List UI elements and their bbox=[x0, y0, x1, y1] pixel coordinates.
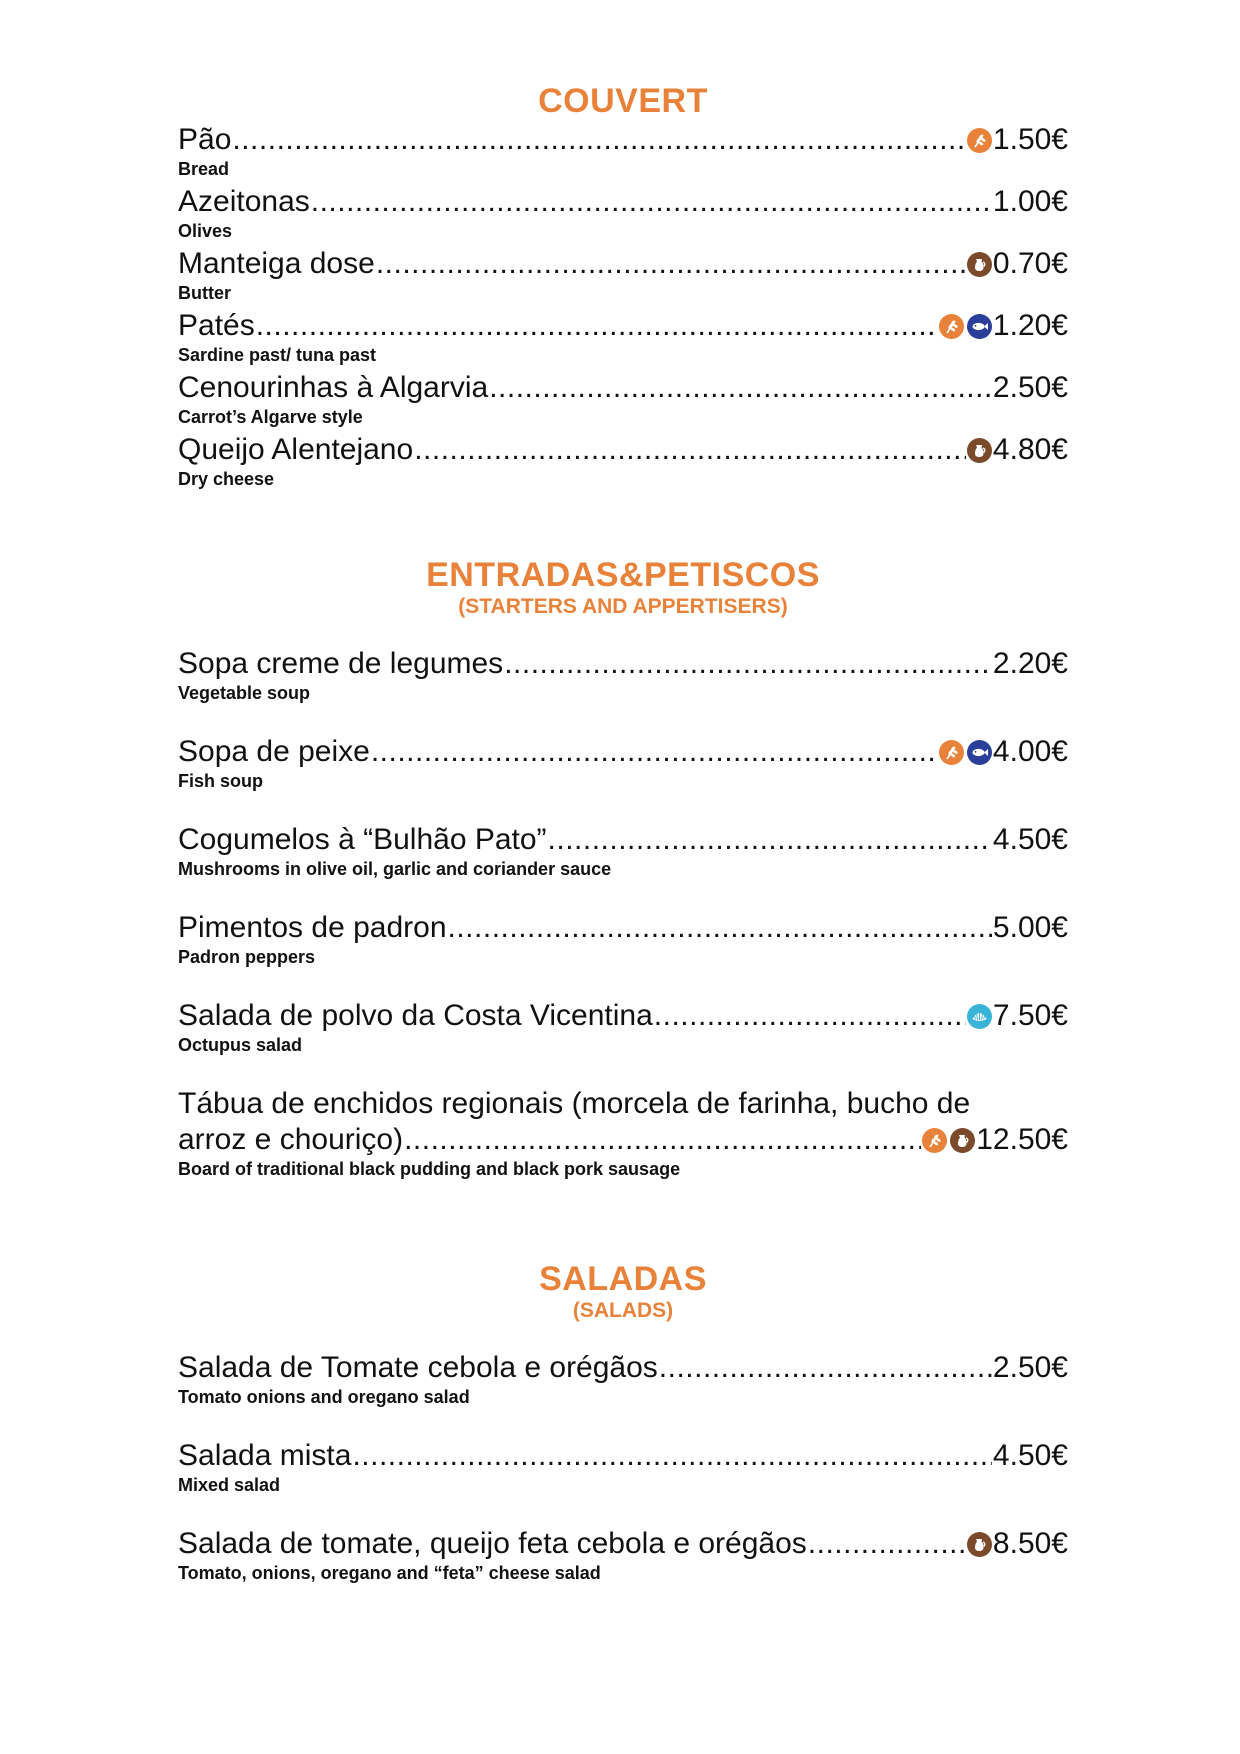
menu-item bbox=[178, 998, 1068, 1056]
item-price: 4.80€ bbox=[992, 433, 1068, 466]
item-description: Tomato, onions, oregano and “feta” cheese salad bbox=[178, 1563, 601, 1583]
menu-items-list bbox=[178, 646, 1068, 1180]
menu-item bbox=[178, 184, 1068, 242]
menu-item bbox=[178, 1086, 1068, 1180]
item-price: 1.50€ bbox=[992, 123, 1068, 156]
menu-item bbox=[178, 1438, 1068, 1496]
item-name: Pão bbox=[178, 123, 232, 156]
item-price: 8.50€ bbox=[992, 1527, 1068, 1560]
section-subtitle: (STARTERS AND APPERTISERS) bbox=[458, 595, 788, 618]
item-description: Carrot’s Algarve style bbox=[178, 407, 363, 427]
dot-leader bbox=[371, 734, 938, 770]
item-price: 12.50€ bbox=[976, 1123, 1068, 1156]
item-line bbox=[178, 1350, 1068, 1386]
item-line bbox=[178, 646, 1068, 682]
dot-leader bbox=[414, 432, 966, 468]
menu-item bbox=[178, 122, 1068, 180]
item-line bbox=[178, 910, 1068, 946]
item-line bbox=[178, 432, 1068, 468]
item-description: Board of traditional black pudding and black pork sausage bbox=[178, 1159, 681, 1179]
item-line bbox=[178, 184, 1068, 220]
item-price: 4.00€ bbox=[992, 735, 1068, 768]
item-name: Queijo Alentejano bbox=[178, 433, 414, 466]
item-name: Manteiga dose bbox=[178, 247, 375, 280]
item-line bbox=[178, 122, 1068, 158]
milk-jug-icon bbox=[967, 252, 992, 277]
wheat-icon bbox=[922, 1128, 947, 1153]
item-line bbox=[178, 308, 1068, 344]
item-name: Salada de tomate, queijo feta cebola e orégãos bbox=[178, 1527, 807, 1560]
allergen-icons bbox=[967, 438, 992, 463]
dot-leader bbox=[548, 822, 992, 858]
menu-item bbox=[178, 432, 1068, 490]
menu-item bbox=[178, 1350, 1068, 1408]
menu-item bbox=[178, 1526, 1068, 1584]
wheat-icon bbox=[939, 314, 964, 339]
wheat-icon bbox=[939, 740, 964, 765]
item-description: Mixed salad bbox=[178, 1475, 281, 1495]
section-subtitle: (SALADS) bbox=[572, 1299, 674, 1322]
fish-icon bbox=[967, 740, 992, 765]
menu-item bbox=[178, 822, 1068, 880]
item-name: Sopa creme de legumes bbox=[178, 647, 504, 680]
item-name: Salada mista bbox=[178, 1439, 352, 1472]
item-description: Padron peppers bbox=[178, 947, 316, 967]
item-price: 4.50€ bbox=[992, 1439, 1068, 1472]
item-name-first-line: Tábua de enchidos regionais (morcela de farinha, bucho de bbox=[178, 1087, 971, 1120]
item-description: Dry cheese bbox=[178, 469, 275, 489]
dot-leader bbox=[311, 184, 992, 220]
allergen-icons bbox=[967, 1532, 992, 1557]
milk-jug-icon bbox=[967, 438, 992, 463]
item-line bbox=[178, 822, 1068, 858]
dot-leader bbox=[659, 1350, 992, 1386]
dot-leader bbox=[404, 1122, 921, 1158]
item-name: Patés bbox=[178, 309, 255, 342]
dot-leader bbox=[376, 246, 966, 282]
menu-items-list bbox=[178, 122, 1068, 490]
item-name: Azeitonas bbox=[178, 185, 310, 218]
item-price: 1.20€ bbox=[992, 309, 1068, 342]
item-line bbox=[178, 246, 1068, 282]
dot-leader bbox=[232, 122, 966, 158]
menu-item bbox=[178, 246, 1068, 304]
wheat-icon bbox=[967, 128, 992, 153]
dot-leader bbox=[808, 1526, 966, 1562]
item-description: Octupus salad bbox=[178, 1035, 303, 1055]
section-title: SALADAS bbox=[539, 1260, 707, 1298]
item-name: Cenourinhas à Algarvia bbox=[178, 371, 489, 404]
item-description: Fish soup bbox=[178, 771, 263, 791]
dot-leader bbox=[504, 646, 992, 682]
dot-leader bbox=[654, 998, 966, 1034]
item-line bbox=[178, 734, 1068, 770]
item-price: 5.00€ bbox=[992, 911, 1068, 944]
milk-jug-icon bbox=[967, 1532, 992, 1557]
item-description: Tomato onions and oregano salad bbox=[178, 1387, 470, 1407]
item-price: 0.70€ bbox=[992, 247, 1068, 280]
item-line bbox=[178, 1438, 1068, 1474]
item-name: arroz e chouriço) bbox=[178, 1123, 404, 1156]
item-name: Salada de Tomate cebola e orégãos bbox=[178, 1351, 658, 1384]
item-description: Sardine past/ tuna past bbox=[178, 345, 377, 365]
section-couvert bbox=[178, 82, 1068, 490]
allergen-icons bbox=[967, 252, 992, 277]
milk-jug-icon bbox=[950, 1128, 975, 1153]
item-description: Bread bbox=[178, 159, 230, 179]
item-price: 4.50€ bbox=[992, 823, 1068, 856]
item-line bbox=[178, 1526, 1068, 1562]
item-price: 2.20€ bbox=[992, 647, 1068, 680]
allergen-icons bbox=[939, 314, 992, 339]
menu-item bbox=[178, 308, 1068, 366]
dot-leader bbox=[352, 1438, 991, 1474]
section-entradas bbox=[178, 556, 1068, 1180]
allergen-icons bbox=[939, 740, 992, 765]
item-name: Cogumelos à “Bulhão Pato” bbox=[178, 823, 547, 856]
item-price: 2.50€ bbox=[992, 371, 1068, 404]
menu-item bbox=[178, 370, 1068, 428]
menu-item bbox=[178, 646, 1068, 704]
allergen-icons bbox=[922, 1128, 975, 1153]
item-name: Pimentos de padron bbox=[178, 911, 447, 944]
dot-leader bbox=[256, 308, 938, 344]
item-name: Sopa de peixe bbox=[178, 735, 370, 768]
item-price: 7.50€ bbox=[992, 999, 1068, 1032]
item-line bbox=[178, 998, 1068, 1034]
dot-leader bbox=[448, 910, 992, 946]
item-name: Salada de polvo da Costa Vicentina bbox=[178, 999, 653, 1032]
menu-item bbox=[178, 734, 1068, 792]
item-price: 2.50€ bbox=[992, 1351, 1068, 1384]
section-title: ENTRADAS&PETISCOS bbox=[426, 556, 820, 594]
item-line bbox=[178, 1122, 1068, 1158]
fish-icon bbox=[967, 314, 992, 339]
section-title: COUVERT bbox=[538, 82, 708, 120]
allergen-icons bbox=[967, 128, 992, 153]
item-description: Olives bbox=[178, 221, 233, 241]
item-price: 1.00€ bbox=[992, 185, 1068, 218]
item-line bbox=[178, 370, 1068, 406]
dot-leader bbox=[489, 370, 992, 406]
menu-item bbox=[178, 910, 1068, 968]
item-description: Butter bbox=[178, 283, 231, 303]
item-description: Mushrooms in olive oil, garlic and coriander sauce bbox=[178, 859, 612, 879]
section-saladas bbox=[178, 1260, 1068, 1584]
menu-items-list bbox=[178, 1350, 1068, 1584]
allergen-icons bbox=[967, 1004, 992, 1029]
item-description: Vegetable soup bbox=[178, 683, 311, 703]
shell-icon bbox=[967, 1004, 992, 1029]
